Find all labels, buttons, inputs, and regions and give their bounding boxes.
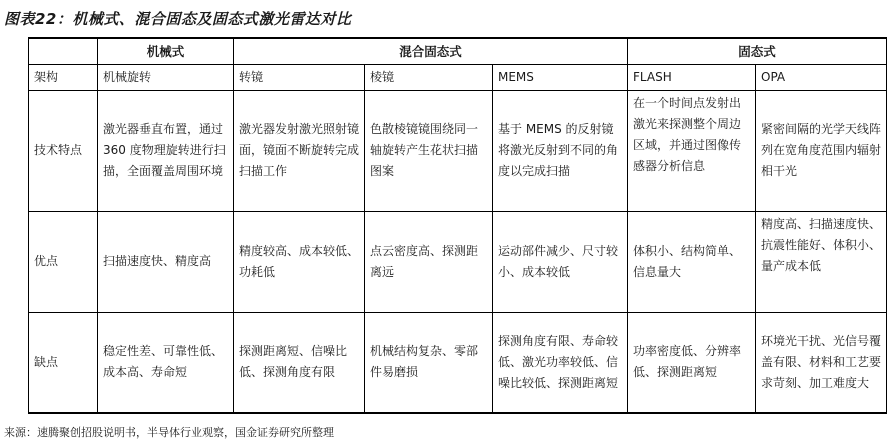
table-cell: 精度高、扫描速度快、抗震性能好、体积小、量产成本低 [756,211,887,312]
table-cell: 紧密间隔的光学天线阵列在宽角度范围内辐射相干光 [756,90,887,211]
category-label: 架构 [29,64,98,90]
col-header-prism: 棱镜 [365,64,493,90]
table-cell: 探测距离短、信噪比低、探测角度有限 [234,312,365,413]
row-label-tech-features: 技术特点 [29,90,98,211]
group-header-row [29,38,887,64]
table-row [29,312,887,413]
table-cell: 扫描速度快、精度高 [98,211,234,312]
table-row [29,90,887,211]
table-cell: 激光器垂直布置，通过 360 度物理旋转进行扫描，全面覆盖周围环境 [98,90,234,211]
col-header-mechanical-rotation: 机械旋转 [98,64,234,90]
table-cell: 环境光干扰、光信号覆盖有限、材料和工艺要求苛刻、加工难度大 [756,312,887,413]
table-cell: 功率密度低、分辨率低、探测距离短 [628,312,756,413]
table-cell: 色散棱镜镜围绕同一轴旋转产生花状扫描图案 [365,90,493,211]
architecture-row [29,64,887,90]
table-cell: 基于 MEMS 的反射镜将激光反射到不同的角度以完成扫描 [493,90,628,211]
table-cell: 点云密度高、探测距离远 [365,211,493,312]
col-header-rotating-mirror: 转镜 [234,64,365,90]
row-label-disadvantages: 缺点 [29,312,98,413]
comparison-table [28,37,887,414]
table-cell: 体积小、结构简单、信息量大 [628,211,756,312]
col-header-mems: MEMS [493,64,628,90]
table-row [29,211,887,312]
group-solid: 固态式 [628,38,887,64]
table-cell: 激光器发射激光照射镜面，镜面不断旋转完成扫描工作 [234,90,365,211]
table-cell: 精度较高、成本较低、功耗低 [234,211,365,312]
figure-title: 图表22：机械式、混合固态及固态式激光雷达对比 [4,10,352,28]
source-note: 来源：速腾聚创招股说明书，半导体行业观察，国金证券研究所整理 [4,426,334,439]
col-header-flash: FLASH [628,64,756,90]
table-cell: 稳定性差、可靠性低、成本高、寿命短 [98,312,234,413]
col-header-opa: OPA [756,64,887,90]
table-cell: 探测角度有限、寿命较低、激光功率较低、信噪比较低、探测距离短 [493,312,628,413]
group-mechanical: 机械式 [98,38,234,64]
corner-cell [29,38,98,64]
row-label-advantages: 优点 [29,211,98,312]
group-hybrid: 混合固态式 [234,38,628,64]
table-cell: 运动部件减少、尺寸较小、成本较低 [493,211,628,312]
table-cell: 在一个时间点发射出激光来探测整个周边区域，并通过图像传感器分析信息 [628,90,756,211]
table-cell: 机械结构复杂、零部件易磨损 [365,312,493,413]
